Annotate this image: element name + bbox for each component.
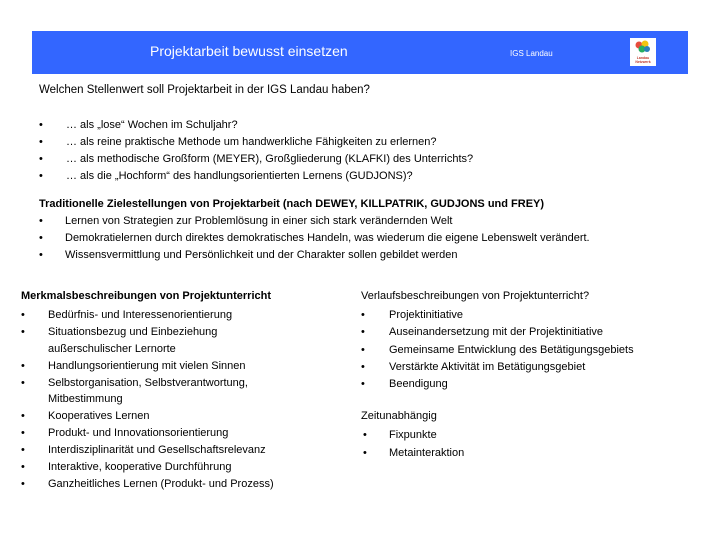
list-item: • Ganzheitliches Lernen (Produkt- und Prozess) — [21, 476, 308, 493]
bullet: • — [21, 461, 25, 473]
list-item: • Bedürfnis- und Interessenorientierung — [21, 307, 308, 324]
list-item: • … als die „Hochform“ des handlungsorientierten Lernens (GUDJONS)? — [39, 168, 473, 185]
list-item: • Interaktive, kooperative Durchführung — [21, 459, 308, 476]
bullet: • — [39, 153, 43, 165]
list-item: • Projektinitiative — [361, 307, 634, 324]
list-item: • Beendigung — [361, 376, 634, 393]
list-item: • Wissensvermittlung und Persönlichkeit und der Charakter sollen gebildet werden — [39, 247, 590, 264]
header-bar — [32, 31, 688, 74]
list-item: • Demokratielernen durch direktes demokratisches Handeln, was wiederum die eigene Lebenswelt verändert. — [39, 230, 590, 247]
merkmale-heading: Merkmalsbeschreibungen von Projektunterricht — [21, 290, 272, 302]
list-item: • … als methodische Großform (MEYER), Großgliederung (KLAFKI) des Unterrichts? — [39, 151, 473, 168]
list-item: • Gemeinsame Entwicklung des Betätigungsgebiets — [361, 342, 634, 359]
list-item: • Auseinandersetzung mit der Projektinitiative — [361, 324, 634, 341]
list-item: • Fixpunkte — [361, 427, 464, 445]
bullet: • — [361, 326, 365, 339]
bullet: • — [361, 343, 365, 356]
list-item: • … als „lose“ Wochen im Schuljahr? — [39, 117, 473, 134]
bullet: • — [21, 478, 25, 490]
verlauf-heading: Verlaufsbeschreibungen von Projektunterricht? — [361, 290, 590, 302]
ziele-heading: Traditionelle Zielestellungen von Projektarbeit (nach DEWEY, KILLPATRIK, GUDJONS und FREY) — [39, 198, 545, 210]
bullet: • — [21, 326, 25, 338]
bullet: • — [39, 232, 43, 244]
bullet: • — [39, 249, 43, 261]
list-item: • Lernen von Strategien zur Problemlösung in einer sich stark verändernden Welt — [39, 213, 590, 230]
bullet: • — [361, 360, 365, 373]
list-item: • Metainteraktion — [361, 445, 464, 463]
zeit-heading: Zeitunabhängig — [361, 410, 437, 422]
bullet: • — [21, 444, 25, 456]
list-item: • Situationsbezug und Einbeziehung außerschulischer Lernorte — [21, 326, 218, 355]
zeit-list — [361, 427, 464, 462]
bullet: • — [21, 376, 25, 389]
bullet: • — [361, 309, 365, 321]
bullet: • — [363, 429, 367, 441]
bullet: • — [21, 410, 25, 422]
school-logo-icon — [630, 38, 656, 66]
bullet: • — [39, 215, 43, 227]
verlauf-list — [361, 307, 634, 393]
bullet: • — [21, 427, 25, 439]
bullet: • — [363, 446, 367, 459]
bullet: • — [39, 136, 43, 148]
question-heading: Welchen Stellenwert soll Projektarbeit in der IGS Landau haben? — [39, 84, 370, 96]
bullet: • — [361, 378, 365, 391]
list-item: • Produkt- und Innovationsorientierung — [21, 425, 308, 442]
page-title: Projektarbeit bewusst einsetzen — [150, 43, 348, 59]
bullet: • — [21, 309, 25, 321]
list-item: • Verstärkte Aktivität im Betätigungsgebiet — [361, 359, 634, 376]
bullet: • — [39, 119, 43, 131]
bullet: • — [39, 170, 43, 182]
list-item: • … als reine praktische Methode um handwerkliche Fähigkeiten zu erlernen? — [39, 134, 473, 151]
school-name: IGS Landau — [510, 49, 553, 58]
bullet: • — [21, 359, 25, 372]
logo-text: Landau Netzwerk — [635, 56, 651, 64]
list-item: • Interdisziplinarität und Gesellschaftsrelevanz — [21, 442, 308, 459]
ziele-list — [39, 213, 590, 264]
question-list — [39, 117, 473, 185]
list-item: • Handlungsorientierung mit vielen Sinnen — [21, 358, 308, 375]
list-item: • Selbstorganisation, Selbstverantwortung, Mitbestimmung — [21, 376, 248, 405]
list-item: • Kooperatives Lernen — [21, 408, 308, 425]
merkmale-list — [21, 307, 308, 493]
